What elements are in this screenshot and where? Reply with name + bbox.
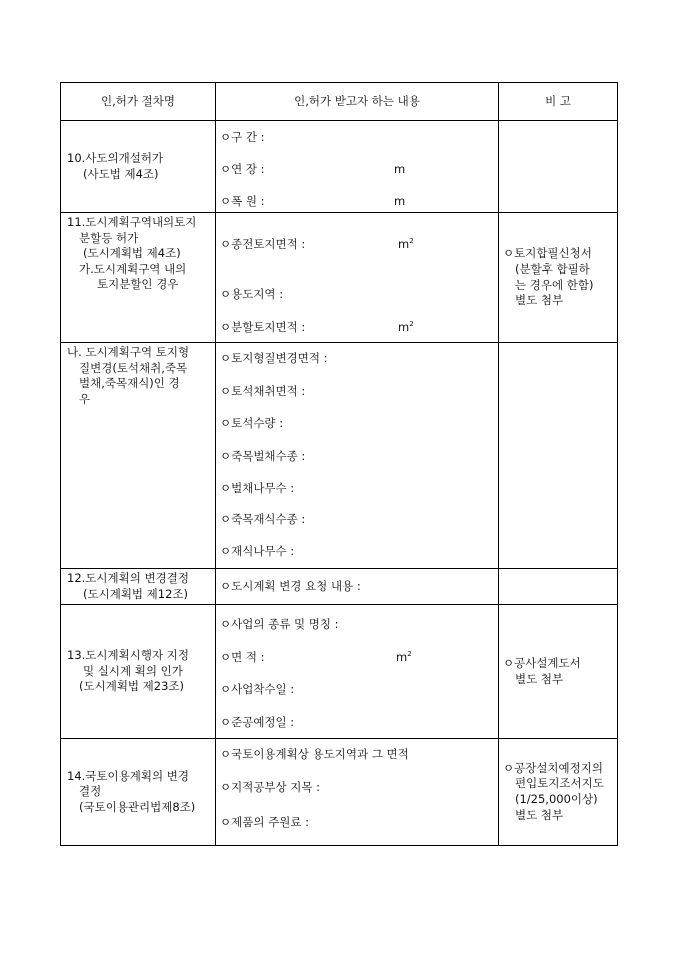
- unit-superscript: 2: [409, 320, 414, 329]
- remark-line: 는 경우에 한함): [515, 277, 594, 292]
- bullet-icon: ㅇ: [220, 481, 232, 495]
- bullet-icon: ㅇ: [220, 715, 232, 729]
- remark-line: 별도 첨부: [515, 671, 564, 686]
- bullet-icon: ㅇ: [220, 682, 232, 696]
- table-row-11: [61, 213, 618, 343]
- procedure-line: 12.도시계획의 변경결정: [67, 570, 189, 585]
- content-label: 죽목재식수종 :: [231, 512, 306, 526]
- content-label: 면 적 :: [231, 650, 265, 664]
- bullet-icon: ㅇ: [220, 320, 232, 334]
- bullet-icon: ㅇ: [220, 544, 232, 558]
- content-unit: m: [398, 237, 410, 251]
- procedure-line: 나. 도시계획구역 토지형: [67, 345, 190, 359]
- procedure-cell: [61, 569, 216, 605]
- procedure-line: 질변경(토석채취,죽목: [79, 360, 188, 375]
- bullet-icon: ㅇ: [220, 194, 232, 208]
- procedure-line: (도시계획법 제4조): [83, 246, 181, 261]
- procedure-line: 결정: [79, 784, 102, 799]
- header-remarks: 비 고: [499, 83, 618, 121]
- procedure-cell: [61, 739, 216, 846]
- permit-form-table: [60, 82, 618, 846]
- bullet-icon: ㅇ: [220, 579, 232, 593]
- content-label: 구 간 :: [231, 130, 265, 144]
- procedure-line: (국토이용관리법제8조): [79, 799, 196, 814]
- procedure-line: 및 실시계 획의 인가: [83, 663, 183, 678]
- remark-line: 별도 첨부: [515, 807, 564, 822]
- procedure-line: (사도법 제4조): [83, 166, 159, 181]
- procedure-cell: [61, 343, 216, 569]
- remarks-cell: [499, 605, 618, 739]
- bullet-icon: ㅇ: [220, 617, 232, 631]
- content-label: 죽목벌채수종 :: [231, 449, 306, 463]
- contents-cell: [216, 121, 499, 213]
- content-label: 토지형질변경면적 :: [231, 351, 328, 365]
- content-unit: m: [394, 162, 406, 176]
- content-label: 사업착수일 :: [231, 682, 295, 696]
- procedure-line: (도시계획법 제23조): [79, 679, 185, 694]
- header-contents: 인,허가 받고자 하는 내용: [216, 83, 499, 121]
- table-header-row: [61, 83, 618, 121]
- bullet-icon: ㅇ: [220, 780, 232, 794]
- content-label: 준공예정일 :: [231, 715, 295, 729]
- procedure-line: 14.국토이용계획의 변경: [67, 768, 189, 783]
- remark-line: ㅇ공장설치예정지의: [503, 760, 603, 775]
- procedure-line: 10.사도의개설허가: [67, 150, 164, 165]
- content-label: 지적공부상 지목 :: [231, 780, 321, 794]
- content-label: 재식나무수 :: [231, 544, 295, 558]
- remarks-cell: [499, 569, 618, 605]
- unit-superscript: 2: [409, 237, 414, 246]
- content-unit: m: [398, 320, 410, 334]
- remark-line: ㅇ토지합필신청서: [503, 246, 592, 261]
- content-label: 연 장 :: [231, 162, 265, 176]
- content-label: 토석수량 :: [231, 416, 284, 430]
- bullet-icon: ㅇ: [220, 449, 232, 463]
- bullet-icon: ㅇ: [220, 650, 232, 664]
- contents-cell: [216, 343, 499, 569]
- table-row-10: [61, 121, 618, 213]
- header-procedure: 인,허가 절차명: [61, 83, 216, 121]
- table-row-13: [61, 605, 618, 739]
- procedure-cell: [61, 121, 216, 213]
- content-label: 용도지역 :: [231, 287, 284, 301]
- remark-line: ㅇ공사설계도서: [503, 655, 581, 670]
- contents-cell: [216, 739, 499, 846]
- procedure-line: 토지분할인 경우: [97, 277, 179, 292]
- content-label: 국토이용계획상 용도지역과 그 면적: [231, 747, 409, 761]
- remarks-cell: [499, 121, 618, 213]
- procedure-line: 11.도시계획구역내의토지: [67, 215, 197, 229]
- content-label: 사업의 종류 및 명칭 :: [231, 617, 339, 631]
- content-label: 도시계획 변경 요청 내용 :: [231, 579, 361, 593]
- bullet-icon: ㅇ: [220, 130, 232, 144]
- procedure-line: 가.도시계획구역 내의: [79, 261, 187, 276]
- procedure-cell: [61, 213, 216, 343]
- unit-superscript: 2: [407, 650, 412, 659]
- procedure-line: 분할등 허가: [79, 230, 139, 245]
- table-row-12: [61, 569, 618, 605]
- remarks-cell: [499, 343, 618, 569]
- table-row-11-b: [61, 343, 618, 569]
- procedure-line: 우: [79, 391, 91, 406]
- remark-line: (분할후 합필하: [515, 261, 590, 276]
- remarks-cell: [499, 739, 618, 846]
- bullet-icon: ㅇ: [220, 416, 232, 430]
- procedure-line: (도시계획법 제12조): [83, 586, 189, 601]
- bullet-icon: ㅇ: [220, 287, 232, 301]
- bullet-icon: ㅇ: [220, 237, 232, 251]
- contents-cell: [216, 605, 499, 739]
- bullet-icon: ㅇ: [220, 815, 232, 829]
- procedure-cell: [61, 605, 216, 739]
- content-label: 종전토지면적 :: [231, 237, 306, 251]
- content-label: 제품의 주원료 :: [231, 815, 309, 829]
- bullet-icon: ㅇ: [220, 384, 232, 398]
- procedure-line: 벌채,죽목재식)인 경: [79, 376, 180, 391]
- bullet-icon: ㅇ: [220, 512, 232, 526]
- content-label: 폭 원 :: [231, 194, 265, 208]
- remark-line: 편입토지조서지도: [515, 776, 604, 791]
- remark-line: 별도 첨부: [515, 293, 564, 308]
- procedure-line: 13.도시계획시행자 지정: [67, 648, 189, 663]
- content-label: 벌채나무수 :: [231, 481, 295, 495]
- bullet-icon: ㅇ: [220, 351, 232, 365]
- remarks-cell: [499, 213, 618, 343]
- bullet-icon: ㅇ: [220, 162, 232, 176]
- content-label: 토석채취면적 :: [231, 384, 306, 398]
- remark-line: (1/25,000이상): [515, 792, 598, 806]
- bullet-icon: ㅇ: [220, 747, 232, 761]
- content-label: 분할토지면적 :: [231, 320, 306, 334]
- contents-cell: [216, 569, 499, 605]
- content-unit: m: [394, 194, 406, 208]
- contents-cell: [216, 213, 499, 343]
- table-row-14: [61, 739, 618, 846]
- content-unit: m: [396, 650, 408, 664]
